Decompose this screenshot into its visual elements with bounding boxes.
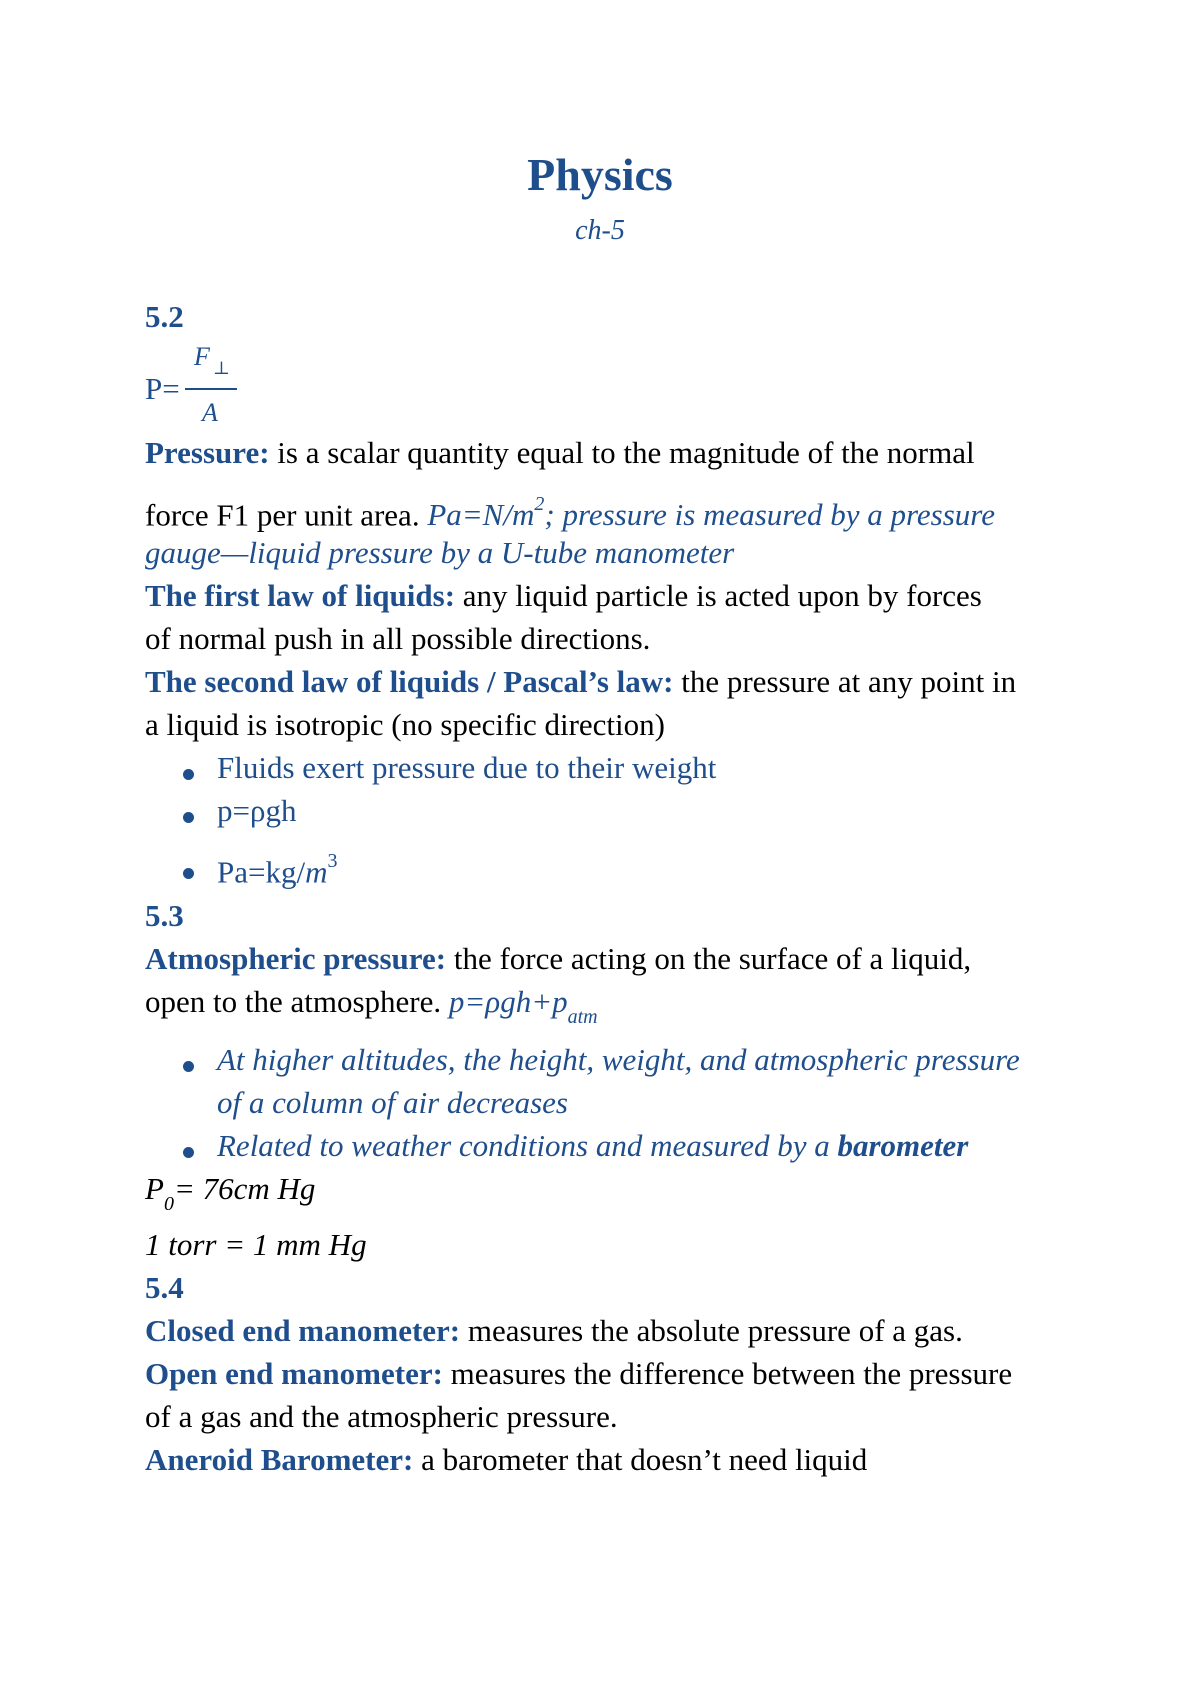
atmospheric-pressure	[145, 940, 971, 978]
atm-formula-text: p=ρgh+p	[448, 984, 568, 1019]
first-law	[145, 577, 982, 615]
bullet2-text: Related to weather conditions and measured by a	[217, 1128, 838, 1163]
list-item: p=ρgh	[217, 793, 297, 828]
pressure-italic: ; pressure is measured by a pressure	[544, 497, 995, 533]
closed-end-manometer	[145, 1312, 963, 1350]
bullet3-m: m	[305, 854, 328, 890]
fraction-bar	[185, 388, 237, 390]
fraction-numerator: F	[194, 342, 210, 371]
fraction-numerator-subscript: ⊥	[213, 358, 230, 378]
p0-value: = 76cm Hg	[173, 1171, 316, 1206]
atm-text-2: open to the atmosphere.	[145, 984, 449, 1019]
bullet-dot	[183, 868, 194, 879]
second-law-text: the pressure at any point in	[673, 664, 1017, 699]
atm-text: the force acting on the surface of a liquid,	[446, 941, 972, 976]
bullet-dot	[183, 1147, 194, 1158]
bullet3-pre: Pa=kg/	[217, 854, 306, 890]
list-item	[217, 1127, 968, 1165]
term-closed-end-manometer: Closed end manometer:	[145, 1313, 461, 1348]
first-law-text: any liquid particle is acted upon by forces	[455, 578, 982, 613]
pressure-unit	[427, 493, 995, 533]
atm-formula-sub: atm	[567, 1006, 598, 1029]
formula-lhs: P=	[145, 371, 180, 406]
bullet-dot	[183, 769, 194, 780]
second-law	[145, 663, 1016, 701]
pressure-definition	[145, 434, 975, 472]
term-barometer: barometer	[837, 1128, 969, 1163]
open-end-manometer	[145, 1355, 1012, 1393]
list-item: At higher altitudes, the height, weight, and atmospheric pressure	[217, 1042, 1020, 1077]
bullet-dot	[183, 812, 194, 823]
p0-symbol: P	[145, 1171, 164, 1206]
aneroid-barometer	[145, 1441, 867, 1479]
standard-pressure	[145, 1170, 315, 1219]
bullet-dot	[183, 1061, 194, 1072]
pressure-definition-line2	[145, 489, 995, 534]
term-atmospheric-pressure: Atmospheric pressure:	[145, 941, 447, 976]
list-item: Fluids exert pressure due to their weight	[217, 750, 717, 785]
section-heading-5-3: 5.3	[145, 898, 184, 933]
pressure-italic-line2: gauge—liquid pressure by a U-tube manometer	[145, 535, 735, 570]
term-open-end-manometer: Open end manometer:	[145, 1356, 443, 1391]
torr-definition: 1 torr = 1 mm Hg	[145, 1227, 367, 1262]
list-item	[217, 846, 338, 891]
first-law-line2: of normal push in all possible directions.	[145, 621, 651, 656]
section-heading-5-4: 5.4	[145, 1270, 184, 1305]
pressure-unit-sup: 2	[534, 493, 545, 515]
bullet3-sup: 3	[327, 850, 338, 872]
pressure-unit-text: Pa=N/m	[427, 497, 535, 533]
page-subtitle: ch-5	[575, 215, 625, 246]
pressure-text-2: force F1 per unit area.	[145, 497, 428, 533]
list-item-continued: of a column of air decreases	[217, 1085, 568, 1120]
p0-sub: 0	[163, 1193, 174, 1216]
open-text: measures the difference between the pressure	[442, 1356, 1013, 1391]
open-end-manometer-line2: of a gas and the atmospheric pressure.	[145, 1399, 618, 1434]
closed-text: measures the absolute pressure of a gas.	[460, 1313, 963, 1348]
term-pressure: Pressure:	[145, 435, 270, 470]
pressure-text: is a scalar quantity equal to the magnitude of the normal	[269, 435, 975, 470]
atm-formula	[448, 984, 598, 1029]
fraction-denominator: A	[202, 398, 218, 427]
section-heading-5-2: 5.2	[145, 299, 184, 334]
second-law-line2: a liquid is isotropic (no specific direction)	[145, 707, 665, 742]
page-title: Physics	[527, 149, 673, 200]
term-first-law: The first law of liquids:	[145, 578, 456, 613]
term-second-law: The second law of liquids / Pascal’s law:	[145, 664, 674, 699]
atmospheric-pressure-line2	[145, 983, 598, 1032]
aneroid-text: a barometer that doesn’t need liquid	[413, 1442, 868, 1477]
term-aneroid-barometer: Aneroid Barometer:	[145, 1442, 414, 1477]
